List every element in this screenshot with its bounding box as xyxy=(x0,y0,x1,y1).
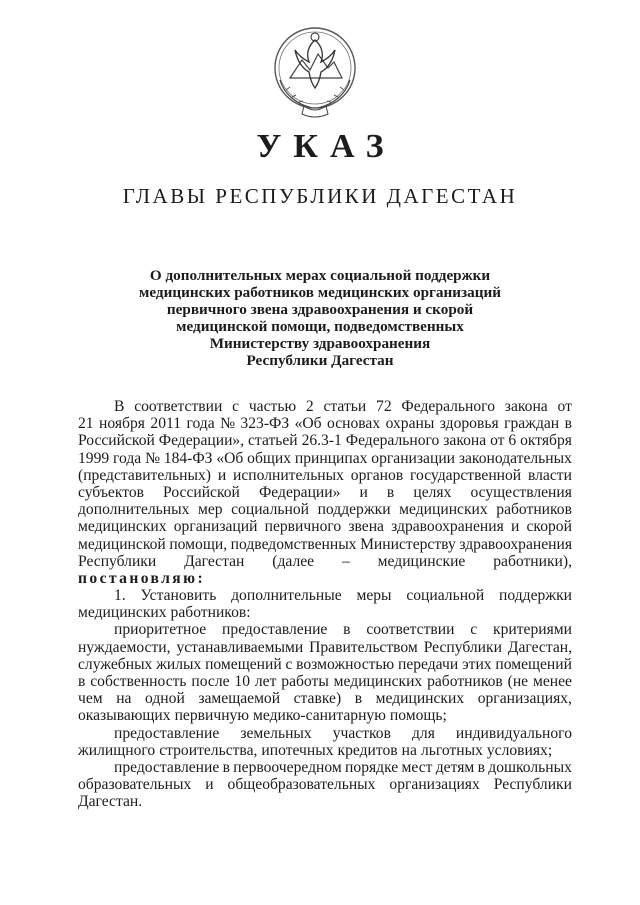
document-title: УКАЗ xyxy=(256,128,396,165)
body-word: мест xyxy=(401,758,433,776)
document-heading xyxy=(110,267,530,369)
body-word: «Об xyxy=(294,415,322,433)
body-line xyxy=(78,432,572,449)
body-word: дополнительные xyxy=(231,587,342,605)
body-word: работников: xyxy=(170,604,251,622)
body-word: социальной xyxy=(231,501,309,519)
body-word: и xyxy=(217,466,227,484)
body-word: нуждаемости, xyxy=(78,638,171,656)
body-word: мер xyxy=(197,501,223,519)
body-word: дополнительных xyxy=(78,501,190,519)
body-word: здоровья xyxy=(439,415,499,433)
body-word: 184-ФЗ xyxy=(163,449,213,467)
body-word: условиях; xyxy=(486,741,553,759)
body-line xyxy=(78,707,572,724)
body-word: – xyxy=(341,552,350,570)
body-word: охраны xyxy=(385,415,435,433)
body-word: льготных xyxy=(420,741,483,759)
body-word: поддержки xyxy=(499,587,572,605)
heading-line: Министерству здравоохранения xyxy=(209,335,431,352)
body-word: подведомственных xyxy=(230,535,357,553)
body-line xyxy=(78,415,572,432)
body-line-decree-word xyxy=(78,570,572,587)
body-word: земельных xyxy=(240,724,312,742)
body-word: закона xyxy=(504,398,548,415)
body-word: Республики xyxy=(78,552,157,570)
body-word: от xyxy=(490,432,505,450)
body-word: частью xyxy=(248,398,297,415)
body-word: замещаемой xyxy=(198,690,281,708)
body-word: первичную xyxy=(174,707,249,725)
body-word: служебных xyxy=(78,655,153,673)
body-word: работники), xyxy=(493,552,572,570)
body-word: Российской xyxy=(78,432,155,450)
body-word: медицинских xyxy=(399,501,488,519)
body-word: кредитов xyxy=(337,741,398,759)
body-line xyxy=(78,673,572,690)
body-word: критериями xyxy=(493,621,572,639)
heading-line: медицинской помощи, подведомственных xyxy=(176,318,464,335)
body-word: медико-санитарную xyxy=(252,707,386,725)
body-line xyxy=(78,725,572,742)
body-word: в xyxy=(354,690,363,708)
body-word: и xyxy=(510,518,520,536)
body-word: постановляю: xyxy=(78,569,206,587)
body-line xyxy=(78,604,572,621)
body-word: предоставление xyxy=(222,621,328,639)
body-word: медицинской xyxy=(78,535,166,553)
body-word: в xyxy=(78,673,86,690)
body-word: Федерации» xyxy=(258,483,341,501)
body-word: первоочередном xyxy=(233,758,342,776)
body-word: предоставление xyxy=(114,724,220,742)
body-word: и xyxy=(359,483,368,501)
heading-line: первичного звена здравоохранения и скорой xyxy=(166,301,474,318)
body-word: (не xyxy=(507,673,529,690)
body-word: 2011 xyxy=(150,415,181,433)
body-word: жилищного xyxy=(78,741,156,759)
body-word: Федерации», xyxy=(158,432,245,450)
body-word: менее xyxy=(532,673,572,690)
body-word: органов xyxy=(350,466,404,484)
body-word: статьи xyxy=(323,398,367,415)
body-word: (далее xyxy=(272,552,315,570)
document-subtitle: ГЛАВЫ РЕСПУБЛИКИ ДАГЕСТАН xyxy=(122,184,518,208)
body-word: организаций xyxy=(173,518,258,536)
body-word: помещений xyxy=(205,655,282,673)
body-line xyxy=(78,501,572,518)
body-word: детям xyxy=(435,758,475,776)
body-word: общих xyxy=(247,449,292,467)
body-word: Российской xyxy=(163,483,240,501)
body-word: предоставление xyxy=(114,758,220,776)
body-word: 323-ФЗ xyxy=(240,415,290,433)
body-word: в xyxy=(222,758,230,776)
body-word: жилых xyxy=(156,655,202,673)
body-word: медицинских xyxy=(375,690,465,708)
body-word: помещений xyxy=(495,655,572,673)
body-word: приоритетное xyxy=(114,621,207,639)
body-word: ставке) xyxy=(293,690,342,708)
body-line xyxy=(78,518,572,535)
body-word: 72 xyxy=(376,398,392,415)
body-word: одной xyxy=(145,690,185,708)
body-line xyxy=(78,742,572,759)
body-word: передачи xyxy=(397,655,459,673)
body-word: осуществления xyxy=(470,483,572,501)
body-word: «Об xyxy=(216,449,244,467)
body-word: Дагестан, xyxy=(507,638,572,656)
body-word: Установить xyxy=(140,587,217,605)
body-word: и xyxy=(205,776,214,794)
body-word: целях xyxy=(413,483,452,501)
body-word: 10 xyxy=(234,673,251,690)
body-word: Министерству xyxy=(360,535,456,553)
body-word: Дагестан. xyxy=(78,793,143,811)
body-word: порядке xyxy=(345,758,399,776)
body-word: 26.3-1 xyxy=(301,432,342,450)
body-line xyxy=(78,690,572,707)
body-word: чем xyxy=(78,690,103,708)
body-word: работников xyxy=(496,501,572,519)
body-line xyxy=(78,553,572,570)
body-word: Республики xyxy=(423,638,502,656)
body-line xyxy=(78,621,572,638)
body-word: 1999 xyxy=(78,449,110,467)
body-word: граждан xyxy=(504,415,560,433)
body-word: года xyxy=(113,449,142,467)
body-word: медицинских xyxy=(78,518,167,536)
body-word: этих xyxy=(461,655,492,673)
body-line xyxy=(78,467,572,484)
body-word: оказывающих xyxy=(78,707,171,725)
coat-of-arms-dagestan-icon xyxy=(268,20,362,120)
body-word: социальной xyxy=(406,587,485,605)
body-word: субъектов xyxy=(78,483,144,501)
body-word: с xyxy=(232,398,240,415)
body-word: помощь; xyxy=(389,707,447,725)
body-word: с xyxy=(285,655,293,673)
body-word: медицинских xyxy=(333,673,423,690)
body-word: собственность xyxy=(90,673,187,690)
body-word: здравоохранения xyxy=(391,518,504,536)
heading-line: О дополнительных мерах социальной поддержки xyxy=(149,267,491,284)
body-word: соответствии xyxy=(366,621,455,639)
body-word: ипотечных xyxy=(261,741,334,759)
body-line xyxy=(78,776,572,793)
body-line xyxy=(78,793,572,810)
body-word: года xyxy=(186,415,215,433)
body-word: Федерального xyxy=(345,432,440,450)
body-word: 21 xyxy=(78,415,94,433)
body-line xyxy=(78,656,572,673)
body-word: образовательных xyxy=(78,776,192,794)
body-word: первичного xyxy=(264,518,342,536)
body-word: скорой xyxy=(526,518,572,536)
heading-line: Республики Дагестан xyxy=(246,352,394,369)
body-word: на xyxy=(116,690,132,708)
body-word: лет xyxy=(254,673,277,690)
body-word: ноября xyxy=(99,415,145,433)
body-word: 6 xyxy=(508,432,517,450)
body-word: Правительством xyxy=(309,638,418,656)
body-word: устанавливаемыми xyxy=(176,638,304,656)
body-word: возможностью xyxy=(296,655,395,673)
body-line xyxy=(78,536,572,553)
document-body xyxy=(78,398,572,811)
body-word: участков xyxy=(332,724,391,742)
body-line xyxy=(78,398,572,415)
body-word: власти xyxy=(527,466,572,484)
body-word: после xyxy=(191,673,230,690)
body-word: закона xyxy=(443,432,487,450)
body-word: звена xyxy=(348,518,384,536)
body-word: государственной xyxy=(410,466,522,484)
body-word: поддержки xyxy=(317,501,391,519)
body-word: строительства, xyxy=(159,741,258,759)
heading-line: медицинских работников медицинских организаций xyxy=(139,284,501,301)
body-line xyxy=(78,484,572,501)
body-word: в xyxy=(477,758,485,776)
body-word: исполнительных xyxy=(233,466,344,484)
body-word: № xyxy=(220,415,235,433)
body-word: для xyxy=(411,724,435,742)
body-line xyxy=(78,639,572,656)
body-word: соответствии xyxy=(134,398,223,415)
body-word: № xyxy=(145,449,160,467)
body-word: в xyxy=(564,415,572,433)
body-word: медицинские xyxy=(377,552,466,570)
body-word: статьей xyxy=(248,432,298,450)
body-word: В xyxy=(114,398,125,415)
body-word: меры xyxy=(356,587,392,605)
body-word: октября xyxy=(520,432,572,450)
body-line xyxy=(78,759,572,776)
body-word: организации xyxy=(371,449,456,467)
body-word: Федерального xyxy=(401,398,495,415)
body-word: с xyxy=(470,621,478,639)
body-word: работы xyxy=(281,673,329,690)
body-word: индивидуального xyxy=(455,724,572,742)
body-word: организациях, xyxy=(477,690,572,708)
body-word: 2 xyxy=(305,398,314,415)
body-word: дошкольных xyxy=(488,758,572,776)
body-word: работников xyxy=(427,673,503,690)
body-word: принципах xyxy=(294,449,368,467)
body-word: в xyxy=(343,621,351,639)
body-line xyxy=(78,587,572,604)
body-word: 1. xyxy=(114,587,126,605)
body-line xyxy=(78,450,572,467)
body-word: от xyxy=(557,398,572,415)
body-word: на xyxy=(401,741,417,759)
body-word: помощи, xyxy=(169,535,228,553)
body-word: основах xyxy=(327,415,381,433)
body-word: общеобразовательных xyxy=(227,776,376,794)
body-word: здравоохранения xyxy=(459,535,572,553)
body-word: (представительных) xyxy=(78,466,211,484)
body-word: медицинских xyxy=(78,604,167,622)
body-word: Республики xyxy=(493,776,572,794)
body-word: организациях xyxy=(389,776,480,794)
body-word: законодательных xyxy=(458,449,572,467)
body-word: в xyxy=(386,483,395,501)
body-word: Дагестан xyxy=(184,552,245,570)
